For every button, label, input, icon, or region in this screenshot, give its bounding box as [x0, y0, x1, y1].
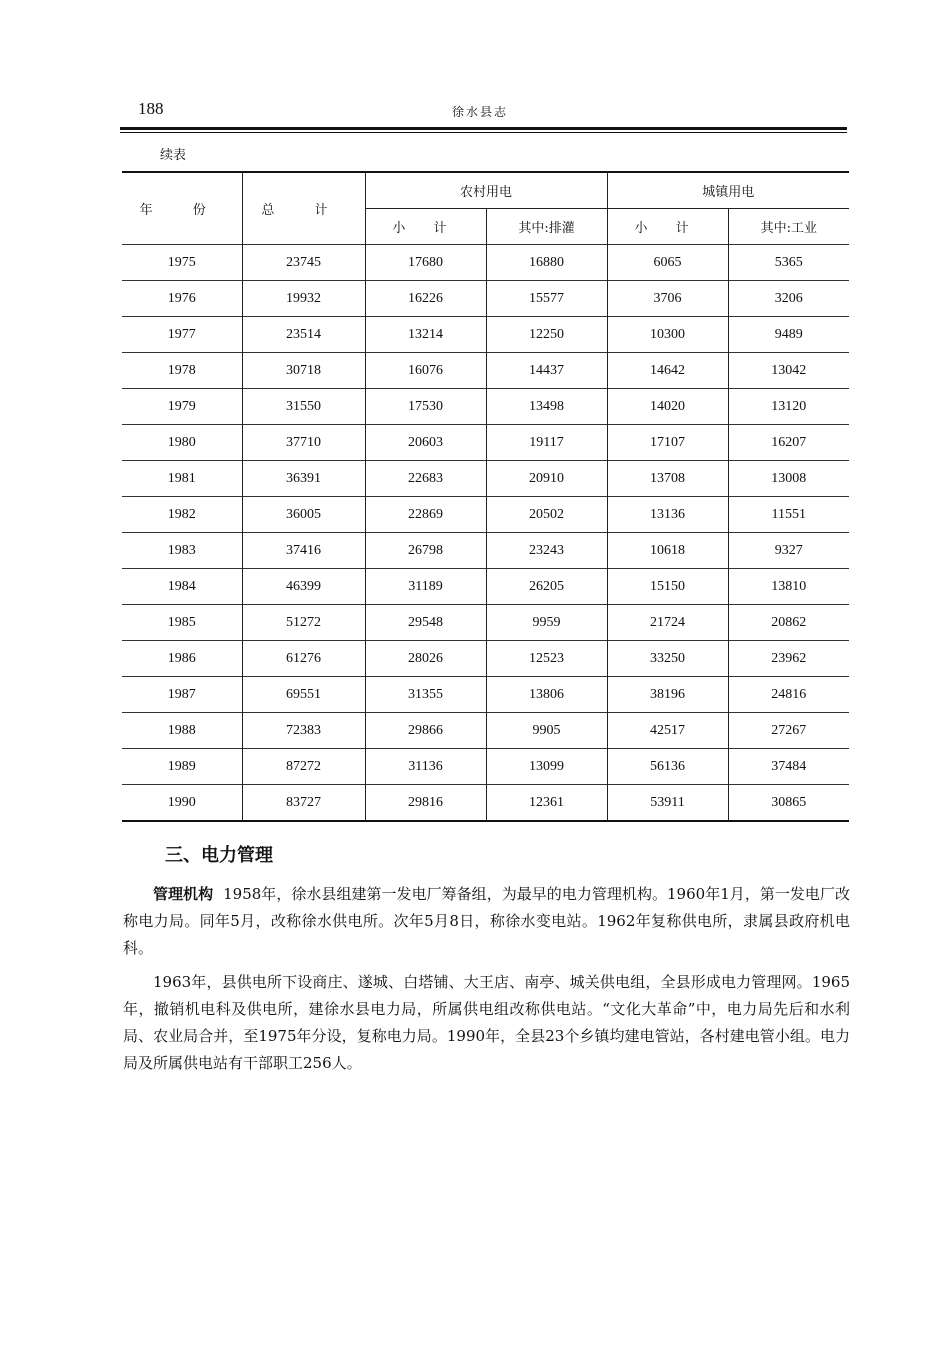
cell-rural-irrigation: 16880: [486, 245, 607, 281]
header-rural: 农村用电: [365, 172, 607, 209]
cell-total: 36391: [242, 461, 365, 497]
cell-urban-subtotal: 42517: [607, 713, 728, 749]
table-row: [122, 281, 849, 317]
paragraph-2: 1963年，县供电所下设商庄、遂城、白塔铺、大王店、南亭、城关供电组，全县形成电力管理网。1965年，撤销机电科及供电所，建徐水县电力局，所属供电组改称供电站。“文化大革命”中，电力局先后和水利局、农业局合并，至1975年分设，复称电力局。1990年，全县23个乡镇均建电管站，各村建电管小组。电力局及所属供电站有干部职工256人。: [123, 973, 850, 1072]
cell-rural-subtotal: 22869: [365, 497, 486, 533]
cell-rural-irrigation: 26205: [486, 569, 607, 605]
cell-rural-subtotal: 17680: [365, 245, 486, 281]
cell-total: 69551: [242, 677, 365, 713]
cell-total: 51272: [242, 605, 365, 641]
cell-year: 1988: [122, 713, 242, 749]
cell-urban-subtotal: 10618: [607, 533, 728, 569]
cell-total: 72383: [242, 713, 365, 749]
cell-total: 87272: [242, 749, 365, 785]
cell-rural-irrigation: 13498: [486, 389, 607, 425]
cell-rural-subtotal: 29816: [365, 785, 486, 822]
table-row: [122, 749, 849, 785]
cell-rural-subtotal: 28026: [365, 641, 486, 677]
header-total: 总 计: [242, 172, 365, 245]
cell-urban-industry: 13120: [728, 389, 849, 425]
header-rule: [120, 127, 847, 130]
cell-rural-irrigation: 14437: [486, 353, 607, 389]
cell-urban-subtotal: 38196: [607, 677, 728, 713]
table-row: [122, 641, 849, 677]
cell-year: 1976: [122, 281, 242, 317]
cell-urban-subtotal: 13136: [607, 497, 728, 533]
header-rural-subtotal: 小 计: [365, 209, 486, 245]
cell-year: 1986: [122, 641, 242, 677]
cell-rural-subtotal: 29548: [365, 605, 486, 641]
table-row: [122, 425, 849, 461]
cell-urban-subtotal: 15150: [607, 569, 728, 605]
table-body: [122, 245, 849, 822]
table-row: [122, 317, 849, 353]
cell-total: 19932: [242, 281, 365, 317]
cell-rural-subtotal: 26798: [365, 533, 486, 569]
cell-urban-subtotal: 14642: [607, 353, 728, 389]
cell-rural-irrigation: 20502: [486, 497, 607, 533]
cell-rural-subtotal: 31189: [365, 569, 486, 605]
table-row: [122, 713, 849, 749]
cell-urban-subtotal: 21724: [607, 605, 728, 641]
paragraph-1-text: 1958年，徐水县组建第一发电厂筹备组，为最早的电力管理机构。1960年1月，第一发电厂改称电力局。同年5月，改称徐水供电所。次年5月8日，称徐水变电站。1962年复称供电所，隶属县政府机电科。: [123, 885, 850, 957]
paragraph-1: [123, 881, 850, 962]
cell-rural-irrigation: 12523: [486, 641, 607, 677]
cell-year: 1979: [122, 389, 242, 425]
cell-rural-subtotal: 31355: [365, 677, 486, 713]
cell-urban-subtotal: 53911: [607, 785, 728, 822]
cell-rural-irrigation: 15577: [486, 281, 607, 317]
cell-urban-industry: 5365: [728, 245, 849, 281]
cell-year: 1983: [122, 533, 242, 569]
cell-urban-subtotal: 56136: [607, 749, 728, 785]
cell-rural-irrigation: 13806: [486, 677, 607, 713]
cell-rural-subtotal: 29866: [365, 713, 486, 749]
cell-year: 1980: [122, 425, 242, 461]
body-text: [123, 881, 850, 1084]
running-title: 徐水县志: [452, 105, 509, 119]
cell-rural-subtotal: 22683: [365, 461, 486, 497]
cell-rural-irrigation: 9905: [486, 713, 607, 749]
cell-rural-irrigation: 20910: [486, 461, 607, 497]
cell-urban-subtotal: 33250: [607, 641, 728, 677]
cell-urban-industry: 9327: [728, 533, 849, 569]
cell-rural-subtotal: 31136: [365, 749, 486, 785]
table-row: [122, 605, 849, 641]
table-row: [122, 353, 849, 389]
cell-rural-subtotal: 16226: [365, 281, 486, 317]
header-rural-irrigation: 其中:排灌: [486, 209, 607, 245]
table-row: [122, 785, 849, 822]
cell-urban-industry: 24816: [728, 677, 849, 713]
cell-year: 1984: [122, 569, 242, 605]
cell-total: 23745: [242, 245, 365, 281]
header-urban-industry: 其中:工业: [728, 209, 849, 245]
cell-total: 83727: [242, 785, 365, 822]
cell-year: 1977: [122, 317, 242, 353]
cell-rural-irrigation: 12361: [486, 785, 607, 822]
cell-rural-irrigation: 19117: [486, 425, 607, 461]
cell-rural-subtotal: 16076: [365, 353, 486, 389]
cell-urban-industry: 27267: [728, 713, 849, 749]
cell-rural-irrigation: 12250: [486, 317, 607, 353]
cell-total: 37416: [242, 533, 365, 569]
cell-urban-industry: 16207: [728, 425, 849, 461]
cell-urban-industry: 9489: [728, 317, 849, 353]
cell-urban-industry: 3206: [728, 281, 849, 317]
table-row: [122, 497, 849, 533]
section-heading: 三、电力管理: [165, 845, 273, 866]
cell-year: 1985: [122, 605, 242, 641]
lead-term: 管理机构: [153, 885, 214, 903]
cell-urban-industry: 13810: [728, 569, 849, 605]
cell-urban-industry: 20862: [728, 605, 849, 641]
cell-urban-subtotal: 6065: [607, 245, 728, 281]
cell-total: 61276: [242, 641, 365, 677]
header-urban: 城镇用电: [607, 172, 849, 209]
header-urban-subtotal: 小 计: [607, 209, 728, 245]
cell-urban-industry: 13042: [728, 353, 849, 389]
cell-rural-subtotal: 20603: [365, 425, 486, 461]
cell-urban-subtotal: 3706: [607, 281, 728, 317]
cell-year: 1989: [122, 749, 242, 785]
cell-year: 1981: [122, 461, 242, 497]
cell-year: 1978: [122, 353, 242, 389]
page-number: 188: [138, 99, 164, 118]
cell-year: 1982: [122, 497, 242, 533]
cell-rural-irrigation: 23243: [486, 533, 607, 569]
cell-total: 37710: [242, 425, 365, 461]
electricity-usage-table: [122, 171, 849, 822]
cell-urban-subtotal: 14020: [607, 389, 728, 425]
cell-urban-industry: 11551: [728, 497, 849, 533]
cell-urban-industry: 13008: [728, 461, 849, 497]
cell-rural-subtotal: 13214: [365, 317, 486, 353]
cell-year: 1987: [122, 677, 242, 713]
table-caption: 续表: [160, 148, 187, 163]
cell-total: 23514: [242, 317, 365, 353]
table-row: [122, 677, 849, 713]
cell-total: 31550: [242, 389, 365, 425]
cell-urban-industry: 37484: [728, 749, 849, 785]
cell-total: 30718: [242, 353, 365, 389]
cell-urban-subtotal: 13708: [607, 461, 728, 497]
header-rule-thin: [120, 132, 847, 133]
cell-year: 1975: [122, 245, 242, 281]
cell-year: 1990: [122, 785, 242, 822]
cell-rural-subtotal: 17530: [365, 389, 486, 425]
cell-urban-industry: 30865: [728, 785, 849, 822]
table-row: [122, 533, 849, 569]
cell-urban-subtotal: 10300: [607, 317, 728, 353]
cell-urban-industry: 23962: [728, 641, 849, 677]
cell-total: 46399: [242, 569, 365, 605]
table-row: [122, 461, 849, 497]
cell-total: 36005: [242, 497, 365, 533]
cell-rural-irrigation: 13099: [486, 749, 607, 785]
cell-urban-subtotal: 17107: [607, 425, 728, 461]
cell-rural-irrigation: 9959: [486, 605, 607, 641]
table-row: [122, 569, 849, 605]
header-year: 年 份: [122, 172, 242, 245]
table-row: [122, 389, 849, 425]
table-row: [122, 245, 849, 281]
